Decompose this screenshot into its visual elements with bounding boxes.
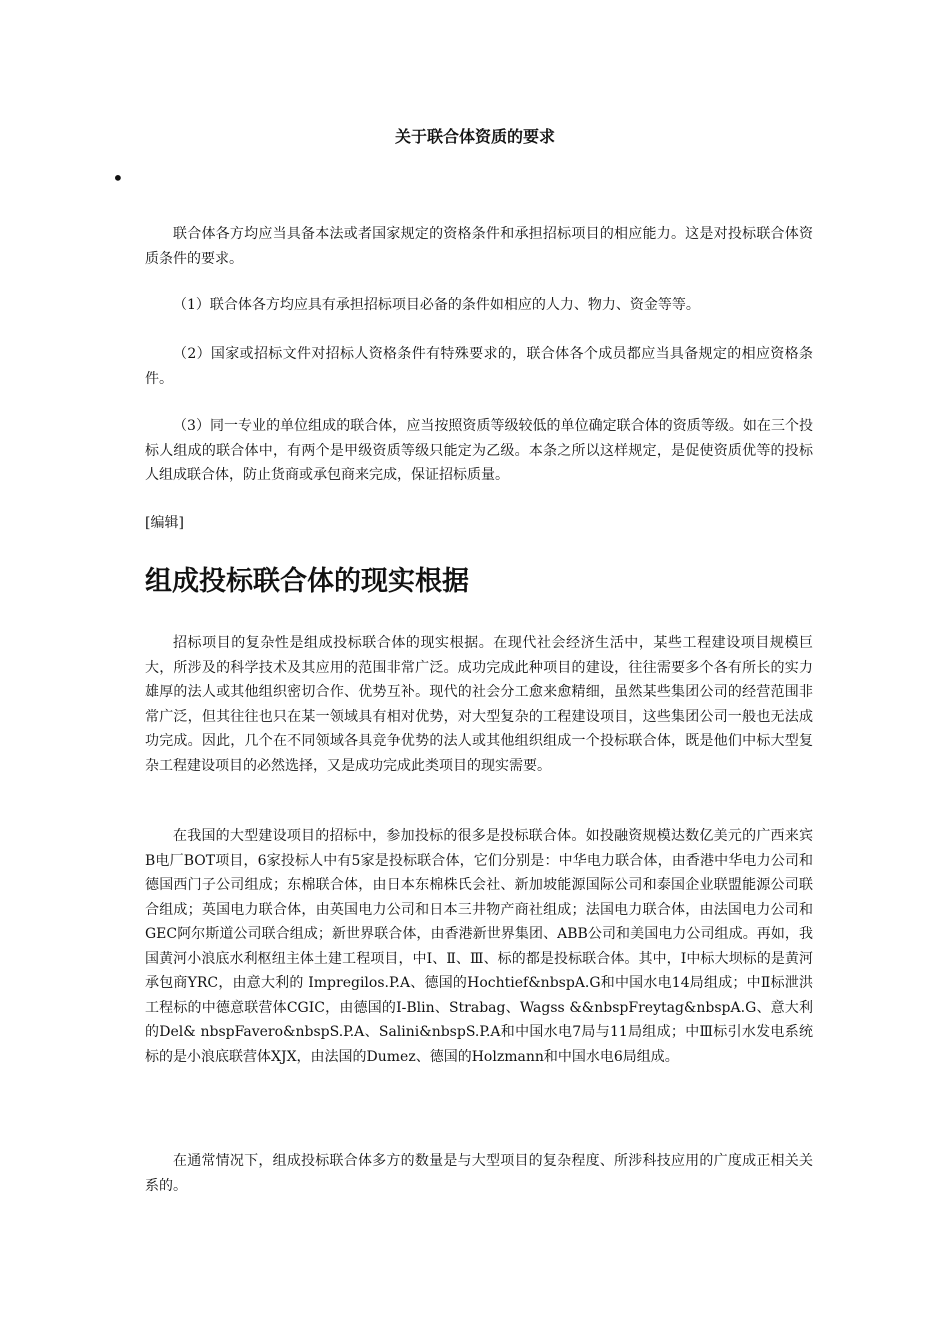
intro-paragraph: 联合体各方均应当具备本法或者国家规定的资格条件和承担招标项目的相应能力。这是对投标联合体资质条件的要求。 — [145, 226, 813, 267]
requirement-item-1: （1）联合体各方均应具有承担招标项目必备的条件如相应的人力、物力、资金等等。 — [173, 297, 700, 313]
edit-link[interactable]: [编辑] — [145, 515, 184, 531]
body-paragraph-2: 在我国的大型建设项目的招标中，参加投标的很多是投标联合体。如投融资规模达数亿美元的广西来宾B电厂BOT项目，6家投标人中有5家是投标联合体，它们分别是：中华电力联合体，由香港中华电力公司和德国西门子公司组成；东棉联合体，由日本东棉株氏会社、新加坡能源国际公司和泰国企业联盟能源公司联合组成；英国电力联合体，由英国电力公司和日本三井物产商社组成；法国电力联合体，由法国电力公司和GEC阿尔斯道公司联合组成；新世界联合体，由香港新世界集团、ABB公司和美国电力公司组成。再如，我国黄河小浪底水利枢纽主体土建工程项目，中Ⅰ、Ⅱ、Ⅲ、标的都是投标联合体。其中，Ⅰ中标大坝标的是黄河承包商YRC，由意大利的 Impregilos.P.A、德国的Hochtief&nbspA.G和中国水电14局组成；中Ⅱ标泄洪工程标的中德意联营体CGIC，由德国的I-Blin、Strabag、Wagss &&nbspFreytag&nbspA.G、意大利的Del& nbspFavero&nbspS.P.A、Salini&nbspS.P.A和中国水电7局与11局组成；中Ⅲ标引水发电系统标的是小浪底联营体XJX，由法国的Dumez、德国的Holzmann和中国水电6局组成。 — [145, 828, 813, 1065]
requirement-item-2: （2）国家或招标文件对招标人资格条件有特殊要求的，联合体各个成员都应当具备规定的相应资格条件。 — [145, 346, 813, 387]
document-title: 关于联合体资质的要求 — [394, 127, 555, 146]
requirement-item-3: （3）同一专业的单位组成的联合体，应当按照资质等级较低的单位确定联合体的资质等级。如在三个投标人组成的联合体中，有两个是甲级资质等级只能定为乙级。本条之所以这样规定，是促使资质优等的投标人组成联合体，防止货商或承包商来完成，保证招标质量。 — [145, 418, 813, 483]
body-paragraph-3: 在通常情况下，组成投标联合体多方的数量是与大型项目的复杂程度、所涉科技应用的广度成正相关关系的。 — [145, 1153, 813, 1194]
section-heading: 组成投标联合体的现实根据 — [145, 566, 469, 597]
bullet-marker: • — [112, 166, 124, 190]
body-paragraph-1: 招标项目的复杂性是组成投标联合体的现实根据。在现代社会经济生活中，某些工程建设项目规模巨大，所涉及的科学技术及其应用的范围非常广泛。成功完成此种项目的建设，往往需要多个各有所长的实力雄厚的法人或其他组织密切合作、优势互补。现代的社会分工愈来愈精细，虽然某些集团公司的经营范围非常广泛，但其往往也只在某一领域具有相对优势，对大型复杂的工程建设项目，这些集团公司一般也无法成功完成。因此，几个在不同领域各具竞争优势的法人或其他组织组成一个投标联合体，既是他们中标大型复杂工程建设项目的必然选择，又是成功完成此类项目的现实需要。 — [145, 635, 813, 774]
